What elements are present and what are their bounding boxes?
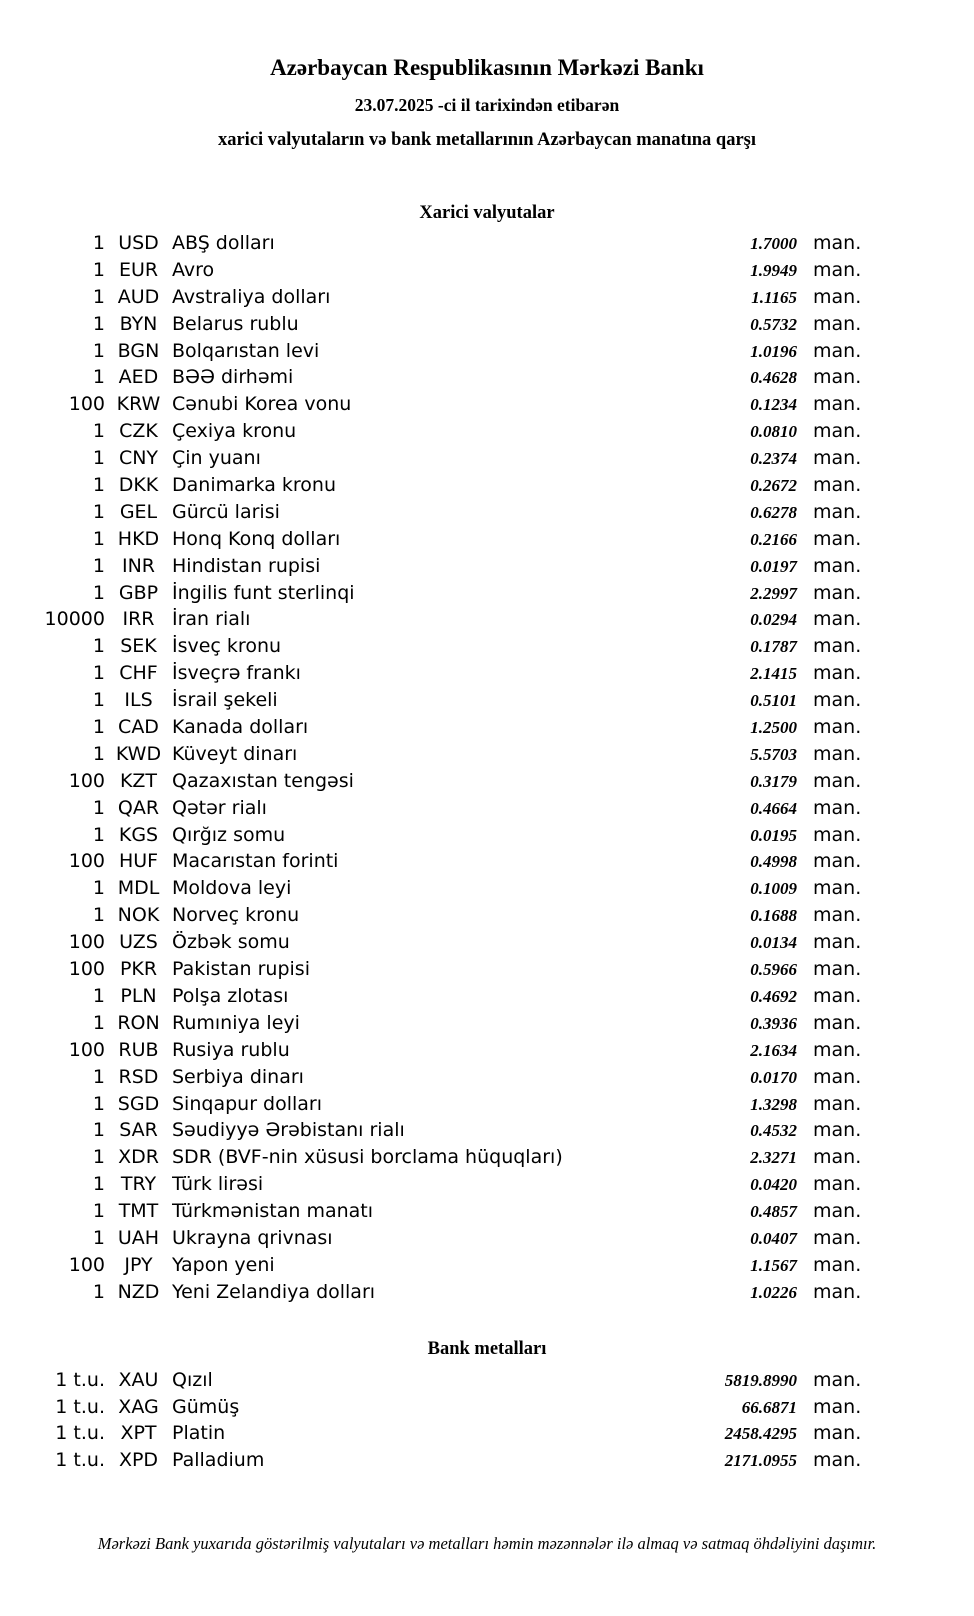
currency-code-cell: HUF	[118, 850, 159, 873]
unit-label-cell: man.	[813, 635, 862, 658]
unit-label-cell: man.	[813, 931, 862, 954]
currency-row	[0, 1146, 862, 1173]
currency-code-cell: RUB	[118, 1038, 159, 1061]
quantity-cell: 1	[92, 500, 105, 523]
rate-value-cell: 0.0170	[750, 1067, 797, 1087]
rate-value-cell: 0.1009	[750, 879, 797, 899]
quantity-cell: 1 t.u.	[55, 1368, 105, 1391]
section-title-currencies: Xarici valyutalar	[419, 203, 555, 223]
metal-name-cell: Platin	[172, 1422, 226, 1445]
currency-row	[0, 904, 862, 931]
rate-value-cell: 66.6871	[741, 1397, 797, 1417]
unit-label-cell: man.	[813, 1200, 862, 1223]
footer-disclaimer: Mərkəzi Bank yuxarıda göstərilmiş valyutaları və metalları həmin məzənnələr ilə almaq və satmaq öhdəliyini daşımır.	[97, 1534, 877, 1553]
quantity-cell: 1	[92, 716, 105, 739]
metal-row	[0, 1449, 862, 1476]
rate-value-cell: 0.3179	[750, 771, 797, 791]
rate-value-cell: 2171.0955	[724, 1451, 797, 1471]
currency-name-cell: Pakistan rupisi	[172, 958, 310, 981]
currency-name-cell: Sinqapur dolları	[172, 1092, 323, 1115]
quantity-cell: 1	[92, 796, 105, 819]
rate-value-cell: 0.1234	[750, 395, 797, 415]
rate-value-cell: 5.5703	[750, 744, 797, 764]
page-title: Azərbaycan Respublikasının Mərkəzi Bankı	[270, 55, 704, 80]
rate-value-cell: 5819.8990	[724, 1370, 797, 1390]
currency-table	[0, 232, 862, 1308]
section-title-metals: Bank metalları	[427, 1338, 547, 1359]
currency-row	[0, 340, 862, 367]
currency-name-cell: Özbək somu	[172, 931, 290, 954]
currency-code-cell: TRY	[120, 1173, 157, 1196]
currency-name-cell: Norveç kronu	[172, 904, 300, 927]
unit-label-cell: man.	[813, 769, 862, 792]
currency-name-cell: İsrail şekeli	[172, 689, 278, 712]
currency-code-cell: GBP	[118, 581, 159, 604]
unit-label-cell: man.	[813, 984, 862, 1007]
currency-name-cell: Danimarka kronu	[172, 474, 337, 497]
rate-value-cell: 1.9949	[750, 260, 797, 280]
currency-name-cell: Türk lirəsi	[172, 1173, 264, 1196]
currency-name-cell: Serbiya dinarı	[172, 1065, 304, 1088]
currency-code-cell: CHF	[119, 662, 158, 685]
currency-row	[0, 313, 862, 340]
currency-code-cell: INR	[121, 554, 156, 577]
page-subtitle: xarici valyutaların və bank metallarının Azərbaycan manatına qarşı	[217, 130, 757, 150]
currency-row	[0, 528, 862, 555]
currency-code-cell: QAR	[117, 796, 160, 819]
currency-name-cell: İsveç kronu	[172, 635, 282, 658]
currency-row	[0, 286, 862, 313]
currency-name-cell: Honq Konq dolları	[172, 527, 341, 550]
currency-code-cell: MDL	[117, 877, 160, 900]
rate-value-cell: 0.1688	[750, 906, 797, 926]
currency-name-cell: Avstraliya dolları	[172, 285, 331, 308]
unit-label-cell: man.	[813, 823, 862, 846]
currency-code-cell: XDR	[118, 1146, 159, 1169]
rate-value-cell: 0.4664	[750, 798, 797, 818]
quantity-cell: 1	[92, 877, 105, 900]
currency-name-cell: Macarıstan forinti	[172, 850, 339, 873]
quantity-cell: 1	[92, 1173, 105, 1196]
currency-code-cell: PKR	[119, 958, 158, 981]
unit-label-cell: man.	[813, 1280, 862, 1303]
currency-row	[0, 501, 862, 528]
unit-label-cell: man.	[813, 447, 862, 470]
metal-name-cell: Palladium	[172, 1449, 265, 1472]
metal-row	[0, 1422, 862, 1449]
currency-row	[0, 366, 862, 393]
quantity-cell: 1	[92, 312, 105, 335]
currency-name-cell: Rusiya rublu	[172, 1038, 290, 1061]
currency-name-cell: Qətər rialı	[172, 796, 267, 819]
currency-code-cell: JPY	[124, 1253, 153, 1276]
currency-code-cell: HKD	[117, 527, 160, 550]
unit-label-cell: man.	[813, 232, 862, 254]
quantity-cell: 1	[92, 1280, 105, 1303]
currency-name-cell: İngilis funt sterlinqi	[172, 581, 355, 604]
unit-label-cell: man.	[813, 1422, 862, 1445]
currency-name-cell: Küveyt dinarı	[172, 742, 298, 765]
currency-name-cell: Belarus rublu	[172, 312, 299, 335]
currency-row	[0, 420, 862, 447]
currency-code-cell: EUR	[118, 258, 159, 281]
unit-label-cell: man.	[813, 1368, 862, 1391]
currency-row	[0, 1039, 862, 1066]
unit-label-cell: man.	[813, 877, 862, 900]
currency-code-cell: PLN	[120, 984, 157, 1007]
unit-label-cell: man.	[813, 1395, 862, 1418]
rate-value-cell: 0.0294	[750, 610, 797, 630]
currency-code-cell: SEK	[120, 635, 157, 658]
quantity-cell: 1	[92, 527, 105, 550]
quantity-cell: 1	[92, 339, 105, 362]
rate-value-cell: 1.0226	[750, 1282, 797, 1302]
unit-label-cell: man.	[813, 904, 862, 927]
quantity-cell: 1	[92, 474, 105, 497]
quantity-cell: 1	[92, 285, 105, 308]
rate-value-cell: 2458.4295	[724, 1424, 797, 1444]
metal-code-cell: XAU	[118, 1368, 159, 1391]
currency-name-cell: Səudiyyə Ərəbistanı rialı	[172, 1119, 405, 1142]
quantity-cell: 1	[92, 232, 105, 254]
rate-value-cell: 2.3271	[750, 1148, 797, 1168]
currency-code-cell: CZK	[119, 420, 158, 443]
currency-code-cell: KRW	[116, 393, 161, 416]
rate-value-cell: 1.0196	[750, 341, 797, 361]
unit-label-cell: man.	[813, 1146, 862, 1169]
rate-value-cell: 1.7000	[750, 234, 797, 253]
currency-name-cell: Türkmənistan manatı	[172, 1200, 374, 1223]
rate-value-cell: 0.4692	[750, 986, 797, 1006]
currency-code-cell: CNY	[118, 447, 159, 470]
currency-row	[0, 770, 862, 797]
unit-label-cell: man.	[813, 850, 862, 873]
rate-value-cell: 0.0420	[750, 1175, 797, 1195]
currency-name-cell: Polşa zlotası	[172, 984, 289, 1007]
rate-value-cell: 0.4857	[750, 1202, 797, 1222]
quantity-cell: 1	[92, 742, 105, 765]
currency-code-cell: RON	[117, 1011, 160, 1034]
currency-code-cell: UZS	[119, 931, 158, 954]
currency-code-cell: DKK	[118, 474, 159, 497]
unit-label-cell: man.	[813, 1173, 862, 1196]
currency-name-cell: Hindistan rupisi	[172, 554, 321, 577]
currency-name-cell: Çexiya kronu	[172, 420, 297, 443]
rate-value-cell: 1.1567	[750, 1255, 797, 1275]
currency-row	[0, 1227, 862, 1254]
currency-code-cell: USD	[118, 232, 159, 254]
page-header	[0, 0, 974, 152]
currency-row	[0, 1200, 862, 1227]
rate-value-cell: 2.1415	[750, 664, 797, 684]
quantity-cell: 100	[68, 958, 105, 981]
currency-code-cell: BGN	[117, 339, 160, 362]
rate-value-cell: 0.5966	[750, 960, 797, 980]
rate-value-cell: 0.0195	[750, 825, 797, 845]
currency-code-cell: SGD	[117, 1092, 160, 1115]
unit-label-cell: man.	[813, 716, 862, 739]
metal-code-cell: XAG	[118, 1395, 159, 1418]
quantity-cell: 1	[92, 366, 105, 389]
currency-code-cell: NOK	[117, 904, 160, 927]
currency-name-cell: Ukrayna qrivnası	[172, 1226, 333, 1249]
quantity-cell: 1	[92, 1146, 105, 1169]
unit-label-cell: man.	[813, 581, 862, 604]
unit-label-cell: man.	[813, 1011, 862, 1034]
quantity-cell: 1 t.u.	[55, 1449, 105, 1472]
unit-label-cell: man.	[813, 1038, 862, 1061]
unit-label-cell: man.	[813, 1119, 862, 1142]
unit-label-cell: man.	[813, 662, 862, 685]
rate-value-cell: 1.2500	[750, 718, 797, 738]
currency-code-cell: KGS	[118, 823, 159, 846]
metal-code-cell: XPD	[118, 1449, 159, 1472]
currency-row	[0, 1281, 862, 1308]
quantity-cell: 1	[92, 984, 105, 1007]
metal-row	[0, 1369, 862, 1396]
unit-label-cell: man.	[813, 339, 862, 362]
rate-value-cell: 1.1165	[751, 287, 797, 307]
unit-label-cell: man.	[813, 474, 862, 497]
quantity-cell: 1	[92, 635, 105, 658]
currency-code-cell: TMT	[118, 1200, 159, 1223]
rate-value-cell: 0.0134	[750, 933, 797, 953]
currency-row	[0, 662, 862, 689]
rate-value-cell: 0.6278	[750, 502, 797, 522]
currency-row	[0, 1066, 862, 1093]
rate-value-cell: 0.2672	[750, 476, 797, 496]
quantity-cell: 100	[68, 931, 105, 954]
currency-name-cell: ABŞ dolları	[172, 232, 275, 254]
rate-value-cell: 0.4532	[750, 1121, 797, 1141]
quantity-cell: 1	[92, 1092, 105, 1115]
quantity-cell: 100	[68, 850, 105, 873]
currency-row	[0, 447, 862, 474]
currency-row	[0, 743, 862, 770]
unit-label-cell: man.	[813, 689, 862, 712]
rate-value-cell: 0.2166	[750, 529, 797, 549]
currency-row	[0, 1093, 862, 1120]
currency-name-cell: Yapon yeni	[172, 1253, 275, 1276]
rate-value-cell: 0.4998	[750, 852, 797, 872]
unit-label-cell: man.	[813, 1065, 862, 1088]
rate-value-cell: 0.1787	[750, 637, 797, 657]
quantity-cell: 100	[68, 393, 105, 416]
currency-row	[0, 1012, 862, 1039]
currency-name-cell: Yeni Zelandiya dolları	[172, 1280, 376, 1303]
currency-row	[0, 689, 862, 716]
currency-row	[0, 877, 862, 904]
currency-name-cell: Rumıniya leyi	[172, 1011, 300, 1034]
currency-name-cell: Qırğız somu	[172, 823, 286, 846]
currency-code-cell: UAH	[117, 1226, 160, 1249]
quantity-cell: 1	[92, 420, 105, 443]
quantity-cell: 1	[92, 904, 105, 927]
currency-row	[0, 931, 862, 958]
unit-label-cell: man.	[813, 1092, 862, 1115]
currency-name-cell: BƏƏ dirhəmi	[172, 366, 294, 389]
quantity-cell: 1	[92, 689, 105, 712]
quantity-cell: 1	[92, 1200, 105, 1223]
metal-row	[0, 1396, 862, 1423]
rate-value-cell: 1.3298	[750, 1094, 797, 1114]
unit-label-cell: man.	[813, 796, 862, 819]
quantity-cell: 1	[92, 1119, 105, 1142]
currency-code-cell: CAD	[118, 716, 159, 739]
currency-row	[0, 797, 862, 824]
unit-label-cell: man.	[813, 500, 862, 523]
rate-value-cell: 0.0810	[750, 422, 797, 442]
currency-name-cell: Kanada dolları	[172, 716, 309, 739]
currency-name-cell: Çin yuanı	[172, 447, 261, 470]
metal-code-cell: XPT	[120, 1422, 157, 1445]
unit-label-cell: man.	[813, 312, 862, 335]
currency-code-cell: RSD	[118, 1065, 159, 1088]
currency-row	[0, 985, 862, 1012]
quantity-cell: 1	[92, 1226, 105, 1249]
currency-row	[0, 582, 862, 609]
quantity-cell: 1	[92, 581, 105, 604]
quantity-cell: 1 t.u.	[55, 1395, 105, 1418]
unit-label-cell: man.	[813, 554, 862, 577]
quantity-cell: 1	[92, 554, 105, 577]
effective-date: 23.07.2025 -ci il tarixindən etibarən	[354, 95, 620, 115]
currency-code-cell: NZD	[117, 1280, 160, 1303]
quantity-cell: 1	[92, 1065, 105, 1088]
quantity-cell: 1	[92, 258, 105, 281]
currency-code-cell: AUD	[117, 285, 160, 308]
currency-code-cell: ILS	[124, 689, 153, 712]
quantity-cell: 10000	[44, 608, 105, 631]
rate-value-cell: 0.5101	[750, 691, 797, 711]
unit-label-cell: man.	[813, 285, 862, 308]
metal-name-cell: Gümüş	[172, 1395, 240, 1418]
unit-label-cell: man.	[813, 527, 862, 550]
currency-row	[0, 1173, 862, 1200]
rate-value-cell: 0.5732	[750, 314, 797, 334]
unit-label-cell: man.	[813, 1449, 862, 1472]
currency-row	[0, 716, 862, 743]
quantity-cell: 1 t.u.	[55, 1422, 105, 1445]
currency-name-cell: İran rialı	[172, 608, 251, 631]
quantity-cell: 1	[92, 823, 105, 846]
rate-value-cell: 0.3936	[750, 1013, 797, 1033]
currency-row	[0, 259, 862, 286]
currency-code-cell: AED	[118, 366, 159, 389]
quantity-cell: 1	[92, 1011, 105, 1034]
rate-value-cell: 2.2997	[750, 583, 797, 603]
currency-code-cell: BYN	[119, 312, 158, 335]
currency-code-cell: IRR	[122, 608, 155, 631]
currency-code-cell: KWD	[115, 742, 162, 765]
rate-value-cell: 0.0197	[750, 556, 797, 576]
unit-label-cell: man.	[813, 958, 862, 981]
currency-code-cell: GEL	[119, 500, 158, 523]
currency-row	[0, 474, 862, 501]
unit-label-cell: man.	[813, 1226, 862, 1249]
rate-value-cell: 0.4628	[750, 368, 797, 388]
currency-name-cell: Avro	[172, 258, 215, 281]
currency-row	[0, 555, 862, 582]
currency-code-cell: KZT	[119, 769, 158, 792]
currency-name-cell: Moldova leyi	[172, 877, 292, 900]
currency-code-cell: SAR	[119, 1119, 158, 1142]
quantity-cell: 100	[68, 769, 105, 792]
currency-row	[0, 958, 862, 985]
unit-label-cell: man.	[813, 1253, 862, 1276]
rate-value-cell: 0.2374	[750, 449, 797, 469]
currency-row	[0, 608, 862, 635]
rate-value-cell: 2.1634	[750, 1040, 797, 1060]
quantity-cell: 1	[92, 662, 105, 685]
currency-row	[0, 232, 862, 259]
currency-name-cell: Cənubi Korea vonu	[172, 393, 352, 416]
unit-label-cell: man.	[813, 366, 862, 389]
metals-table	[0, 1369, 862, 1477]
currency-row	[0, 393, 862, 420]
quantity-cell: 100	[68, 1038, 105, 1061]
currency-name-cell: İsveçrə frankı	[172, 662, 301, 685]
quantity-cell: 1	[92, 447, 105, 470]
metal-name-cell: Qızıl	[172, 1368, 213, 1391]
currency-name-cell: SDR (BVF-nin xüsusi borclama hüquqları)	[172, 1146, 563, 1169]
currency-row	[0, 850, 862, 877]
currency-row	[0, 1254, 862, 1281]
unit-label-cell: man.	[813, 608, 862, 631]
currency-row	[0, 635, 862, 662]
unit-label-cell: man.	[813, 742, 862, 765]
unit-label-cell: man.	[813, 258, 862, 281]
unit-label-cell: man.	[813, 393, 862, 416]
currency-row	[0, 1119, 862, 1146]
currency-name-cell: Qazaxıstan tengəsi	[172, 769, 354, 792]
rate-value-cell: 0.0407	[750, 1228, 797, 1248]
quantity-cell: 100	[68, 1253, 105, 1276]
currency-name-cell: Bolqarıstan levi	[172, 339, 320, 362]
currency-name-cell: Gürcü larisi	[172, 500, 280, 523]
currency-row	[0, 824, 862, 851]
unit-label-cell: man.	[813, 420, 862, 443]
